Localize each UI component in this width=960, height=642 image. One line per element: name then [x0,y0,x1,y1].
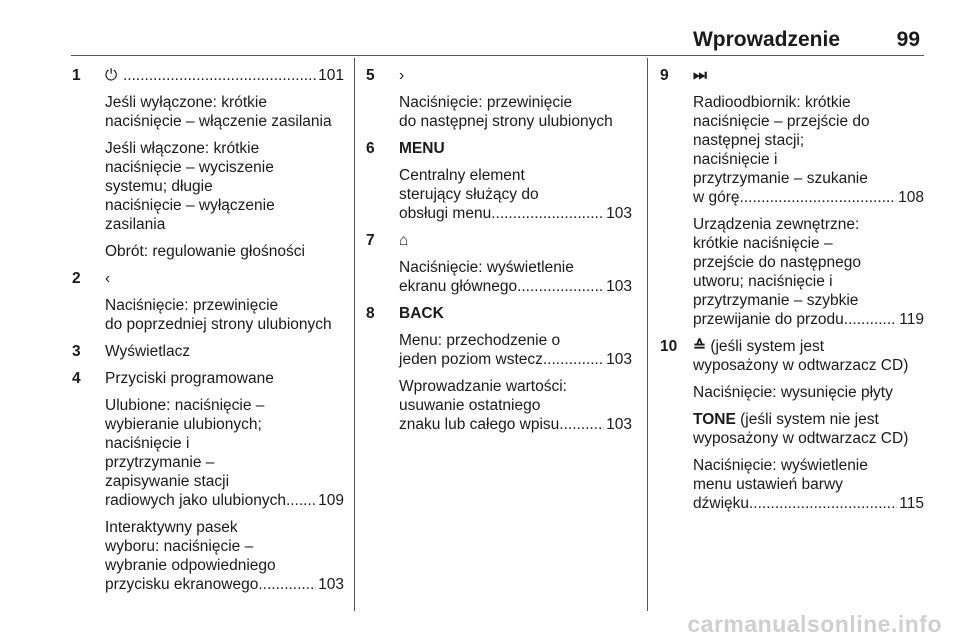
page-ref: 101 [318,67,344,84]
item-number: 8 [366,305,375,322]
column-3 [660,66,924,521]
item-number: 2 [72,270,81,287]
item-9 [660,66,924,329]
item-number: 1 [72,67,81,84]
item-7 [366,231,632,296]
text-line: naciśnięcie i [105,435,190,452]
page-ref: 115 [899,495,924,512]
item-number: 6 [366,140,375,157]
skip-forward-icon: ⏭ [693,67,707,84]
text-line: obsługi menu [399,205,492,222]
text-line: Radioodbiornik: krótkie [693,94,851,111]
page-ref: 119 [899,311,924,328]
text-line: naciśnięcie – włączenie zasilania [105,113,332,130]
text-line: naciśnięcie i [693,151,778,168]
button-label-menu: MENU [399,140,445,157]
text-line: jeden poziom wstecz [399,351,543,368]
page-ref: 103 [606,205,632,222]
button-label-back: BACK [399,305,444,322]
text-line: dźwięku [693,495,749,512]
page-title: Wprowadzenie [692,28,840,51]
item-3 [72,342,344,361]
text-line: Naciśnięcie: wysunięcie płyty [693,384,893,401]
text-line: Jeśli włączone: krótkie [105,140,260,157]
text-line: naciśnięcie – wyłączenie [105,197,275,214]
watermark: carmanualsonline.info [687,611,942,637]
column-2 [366,66,632,442]
item-number: 9 [660,67,669,84]
text-line: (jeśli system jest [710,338,824,355]
item-number: 7 [366,232,375,249]
header-rule [71,55,924,56]
text-line: przytrzymanie – [105,454,215,471]
column-divider-1 [354,58,355,611]
text-line: do następnej strony ulubionych [399,113,613,130]
text-line: wybieranie ulubionych; [105,416,262,433]
text-line: Naciśnięcie: przewinięcie [105,297,279,314]
text-line: zapisywanie stacji [105,473,230,490]
text-line: Menu: przechodzenie o [399,332,561,349]
item-number: 3 [72,343,81,360]
page-ref: 103 [318,576,344,593]
home-icon: ⌂ [399,232,409,249]
text-line: Wprowadzanie wartości: [399,378,567,395]
item-8 [366,304,632,434]
text-line: Naciśnięcie: wyświetlenie [399,259,574,276]
item-number: 4 [72,370,81,387]
column-divider-2 [647,58,648,611]
page-ref: 103 [606,351,632,368]
button-label-tone: TONE [693,411,736,428]
text-line: usuwanie ostatniego [399,397,541,414]
text-line: Naciśnięcie: przewinięcie [399,94,573,111]
page-ref: 109 [318,492,344,509]
text-line: następnej stacji; [693,132,805,149]
text-line: systemu; długie [105,178,213,195]
text-line: w górę [693,189,740,206]
power-icon: ⏻ [105,67,118,84]
text-line: Ulubione: naciśnięcie – [105,397,265,414]
text-line: Urządzenia zewnętrzne: [693,216,860,233]
text-line: krótkie naciśnięcie – [693,235,833,252]
item-6 [366,139,632,223]
page-ref: 103 [606,278,632,295]
item-label: Przyciski programowane [105,370,274,387]
item-1 [72,66,344,261]
item-2 [72,269,344,334]
text-line: wyboru: naciśnięcie – [105,538,254,555]
eject-icon: ≙ [693,338,706,355]
text-line: do poprzedniej strony ulubionych [105,316,332,333]
text-line: zasilania [105,216,166,233]
text-line: sterujący służący do [399,186,539,203]
item-5 [366,66,632,131]
text-line: Centralny element [399,167,525,184]
page-ref: 103 [606,416,632,433]
text-line: radiowych jako ulubionych [105,492,286,509]
text-line: Interaktywny pasek [105,519,238,536]
text-line: Obrót: regulowanie głośności [105,243,305,260]
column-1 [72,66,344,602]
page-ref: 108 [898,189,924,206]
text-line: Jeśli wyłączone: krótkie [105,94,267,111]
text-line: wyposażony w odtwarzacz CD) [693,430,909,447]
text-line: ekranu głównego [399,278,518,295]
text-line: znaku lub całego wpisu [399,416,560,433]
chevron-right-icon: › [399,67,405,84]
page-number: 99 [896,28,920,51]
text-line: przejście do następnego [693,254,862,271]
text-line: przytrzymanie – szybkie [693,292,859,309]
text-line: przewijanie do przodu [693,311,844,328]
text-line: Naciśnięcie: wyświetlenie [693,457,868,474]
item-number: 5 [366,67,375,84]
text-line: menu ustawień barwy [693,476,843,493]
text-line: wyposażony w odtwarzacz CD) [693,357,909,374]
text-line: wybranie odpowiedniego [105,557,276,574]
text-line: przytrzymanie – szukanie [693,170,868,187]
text-line: (jeśli system nie jest [740,411,879,428]
text-line: naciśnięcie – przejście do [693,113,870,130]
item-10 [660,337,924,513]
text-line: przycisku ekranowego [105,576,259,593]
item-number: 10 [660,338,678,355]
text-line: utworu; naciśnięcie i [693,273,833,290]
item-label: Wyświetlacz [105,343,191,360]
text-line: naciśnięcie – wyciszenie [105,159,274,176]
item-4 [72,369,344,594]
chevron-left-icon: ‹ [105,270,111,287]
